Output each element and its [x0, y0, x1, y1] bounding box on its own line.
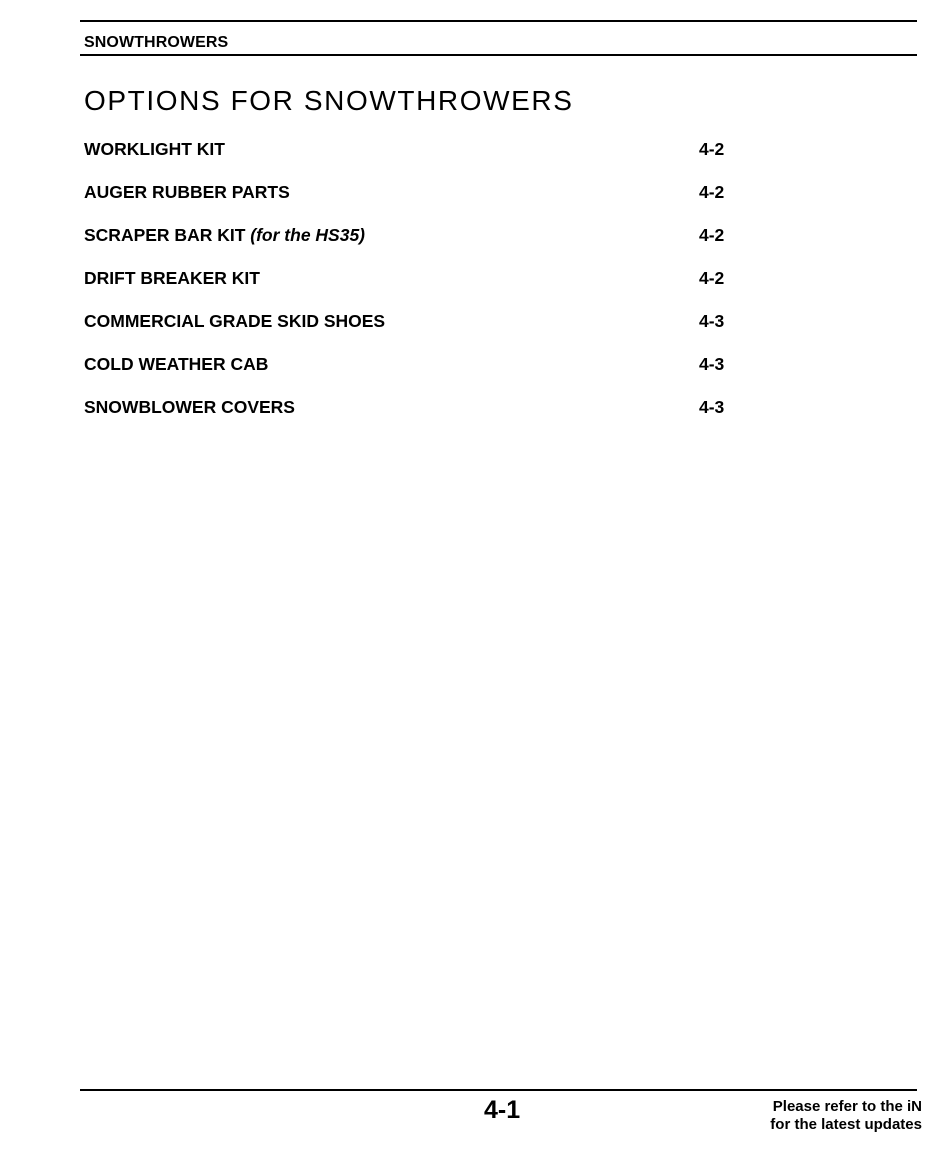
- toc-entry-page: 4-3: [699, 311, 725, 331]
- toc-entry-label: COLD WEATHER CAB: [84, 354, 269, 374]
- footer-note-line-2: for the latest updates: [770, 1116, 922, 1133]
- toc-entry-label: WORKLIGHT KIT: [84, 139, 225, 159]
- section-title: OPTIONS FOR SNOWTHROWERS: [84, 85, 574, 116]
- toc-entry[interactable]: [84, 354, 734, 397]
- running-header: SNOWTHROWERS: [84, 34, 229, 51]
- toc-entry-page: 4-3: [699, 354, 725, 374]
- toc-entry-page: 4-2: [699, 182, 725, 202]
- header-rule-bottom: [80, 54, 917, 56]
- toc-entry-page: 4-2: [699, 139, 725, 159]
- toc-entry[interactable]: [84, 311, 734, 354]
- toc-entry[interactable]: [84, 225, 734, 268]
- toc-entry-label: SCRAPER BAR KIT (for the HS35): [84, 225, 366, 245]
- footer-note: [770, 1098, 922, 1134]
- header-rule-top: [80, 20, 917, 22]
- toc-entry-label: COMMERCIAL GRADE SKID SHOES: [84, 311, 386, 331]
- toc-entry-page: 4-2: [699, 268, 725, 288]
- toc-entry-page: 4-2: [699, 225, 725, 245]
- toc-entry-label: DRIFT BREAKER KIT: [84, 268, 260, 288]
- toc-entry-label: AUGER RUBBER PARTS: [84, 182, 290, 202]
- page-number: 4-1: [484, 1096, 521, 1124]
- toc-entry[interactable]: [84, 268, 734, 311]
- table-of-contents: [84, 139, 734, 440]
- toc-entry-note: (for the HS35): [250, 225, 366, 245]
- toc-entry[interactable]: [84, 182, 734, 225]
- toc-entry-page: 4-3: [699, 397, 725, 417]
- toc-entry[interactable]: [84, 139, 734, 182]
- footer-note-line-1: Please refer to the iN: [772, 1098, 922, 1115]
- toc-entry-label: SNOWBLOWER COVERS: [84, 397, 295, 417]
- toc-entry[interactable]: [84, 397, 734, 440]
- footer-rule: [80, 1089, 917, 1091]
